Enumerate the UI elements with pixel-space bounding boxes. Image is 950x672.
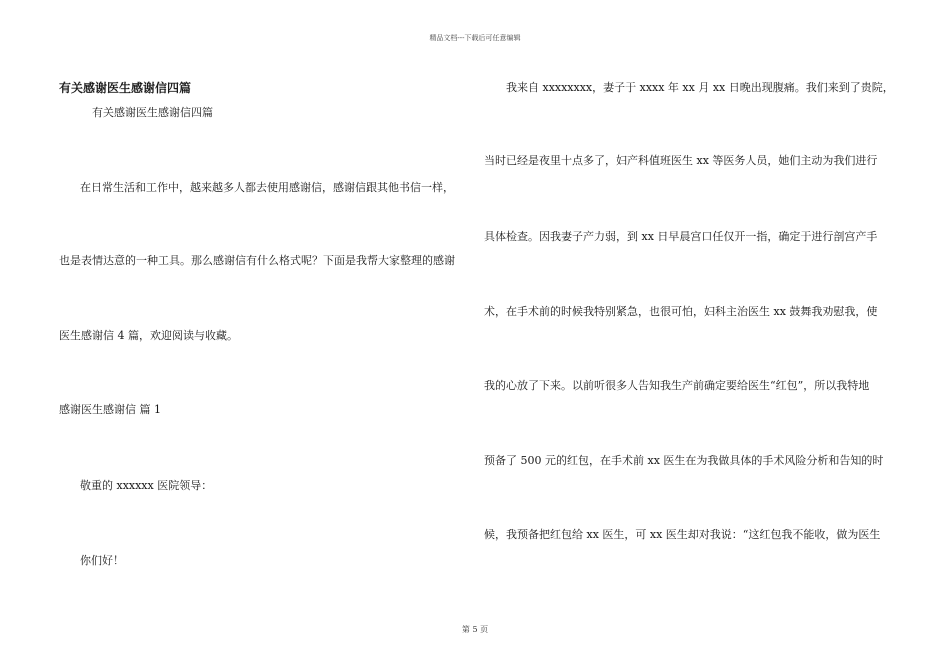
right-paragraph-line-3: 具体检查。因我妻子产力弱，到 xx 日早晨宫口任仅开一指，确定于进行剖宫产手	[484, 230, 878, 243]
right-paragraph-line-2: 当时已经是夜里十点多了，妇产科值班医生 xx 等医务人员，她们主动为我们进行	[484, 154, 878, 167]
right-paragraph-line-6: 预备了 500 元的红包，在手术前 xx 医生在为我做具体的手术风险分析和告知的时	[484, 454, 884, 467]
letter-heading: 感谢医生感谢信 篇 1	[59, 403, 161, 416]
right-paragraph-line-7: 候，我预备把红包给 xx 医生，可 xx 医生却对我说：“这红包我不能收，做为医生	[484, 528, 881, 541]
letter-greeting: 你们好！	[80, 554, 124, 567]
left-paragraph-line-2: 也是表情达意的一种工具。那么感谢信有什么格式呢？下面是我帮大家整理的感谢	[59, 254, 455, 267]
page-number: 第 5 页	[461, 625, 489, 634]
left-paragraph-line-1: 在日常生活和工作中，越来越多人都去使用感谢信，感谢信跟其他书信一样，	[80, 181, 454, 194]
right-paragraph-line-5: 我的心放了下来。以前听很多人告知我生产前确定要给医生“红包”，所以我特地	[484, 379, 870, 392]
left-paragraph-line-3: 医生感谢信 4 篇，欢迎阅读与收藏。	[59, 329, 238, 342]
right-paragraph-line-4: 术，在手术前的时候我特别紧急，也很可怕，妇科主治医生 xx 鼓舞我劝慰我，使	[484, 305, 878, 318]
document-subtitle: 有关感谢医生感谢信四篇	[92, 106, 213, 119]
page-header: 精品文档---下载后可任意编辑	[429, 34, 521, 42]
right-paragraph-line-1: 我来自 xxxxxxxx，妻子于 xxxx 年 xx 月 xx 日晚出现腹痛。我们来到了贵院，	[506, 81, 894, 94]
letter-salutation: 敬重的 xxxxxx 医院领导：	[80, 479, 213, 492]
document-title: 有关感谢医生感谢信四篇	[59, 81, 192, 95]
